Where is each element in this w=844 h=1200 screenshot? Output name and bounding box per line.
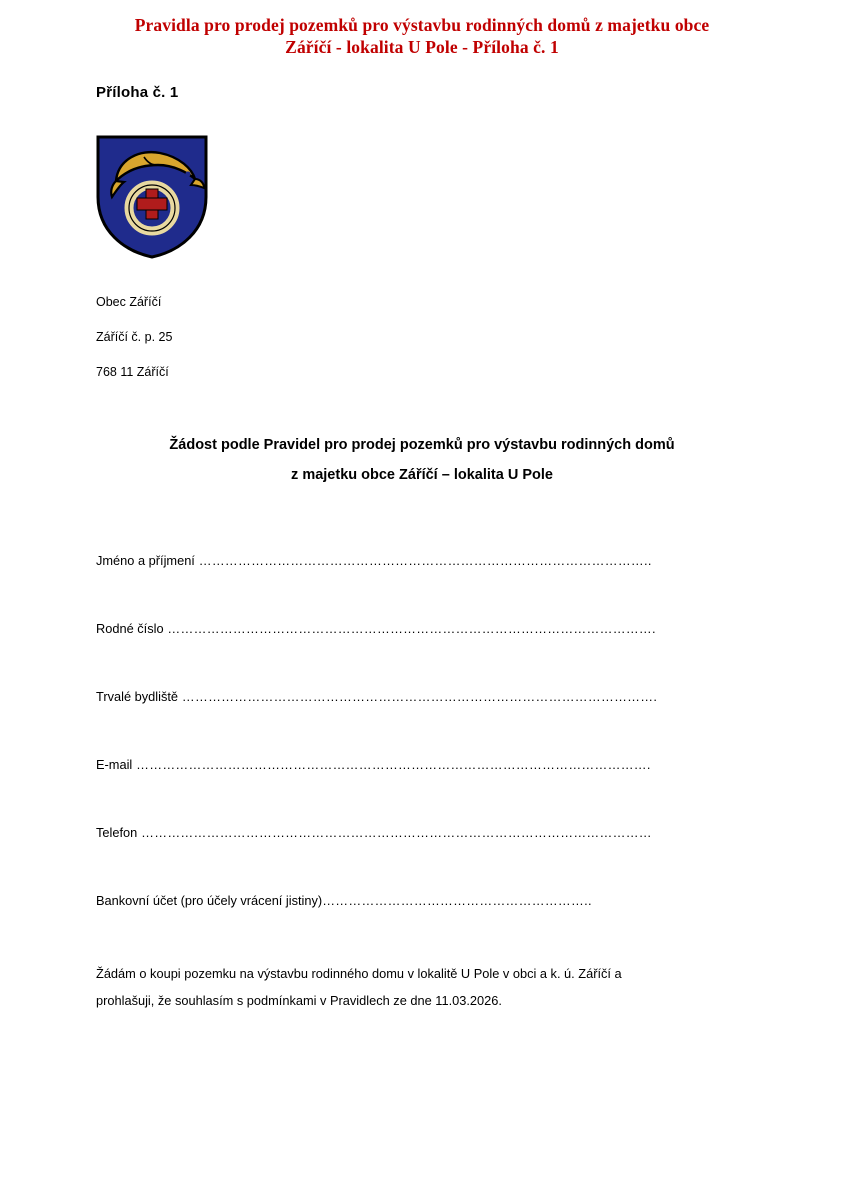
appendix-label: Příloha č. 1 — [96, 84, 179, 101]
field-label-rodne-cislo: Rodné číslo — [96, 621, 164, 636]
field-input-bankovni-ucet[interactable]: …………………………………………………….. — [322, 893, 592, 908]
field-label-telefon: Telefon — [96, 825, 138, 840]
field-row-e-mail — [96, 756, 748, 774]
field-input-jmeno-a-prijmeni[interactable]: ………………………………………………………………………………………….. — [194, 553, 652, 568]
closing-line-1: Žádám o koupi pozemku na výstavbu rodinného domu v lokalitě U Pole v obci a k. ú. Záříčí a — [96, 966, 622, 981]
field-input-telefon[interactable]: ……………………………………………………………………………………………………… — [137, 825, 652, 840]
field-label-e-mail: E-mail — [96, 757, 133, 772]
closing-paragraph — [96, 960, 748, 1014]
closing-line-2: prohlašuji, že souhlasím s podmínkami v Pravidlech ze dne 11.03.2026. — [96, 993, 502, 1008]
field-row-jmeno-a-prijmeni — [96, 552, 748, 570]
document-header — [0, 0, 844, 58]
request-title-line-2: z majetku obce Záříčí – lokalita U Pole — [291, 467, 553, 483]
crest-container — [96, 135, 748, 259]
header-title-line-1: Pravidla pro prodej pozemků pro výstavbu rodinných domů z majetku obce — [134, 15, 710, 35]
field-row-bankovni-ucet — [96, 892, 748, 910]
field-label-trvale-bydliste: Trvalé bydliště — [96, 689, 179, 704]
field-row-telefon — [96, 824, 748, 842]
address-block — [96, 285, 748, 390]
field-row-rodne-cislo — [96, 620, 748, 638]
address-line-2: Záříčí č. p. 25 — [96, 330, 173, 344]
field-row-trvale-bydliste — [96, 688, 748, 706]
request-title-line-1: Žádost podle Pravidel pro prodej pozemků pro výstavbu rodinných domů — [169, 437, 675, 453]
document-page — [0, 84, 844, 1014]
field-input-e-mail[interactable]: ………………………………………………………………………………………………………. — [132, 757, 651, 772]
field-input-rodne-cislo[interactable]: …………………………………………………………………………………………………. — [163, 621, 656, 636]
request-title — [96, 430, 748, 490]
field-input-trvale-bydliste[interactable]: ………………………………………………………………………………………………. — [178, 689, 658, 704]
header-title-line-2: Záříčí - lokalita U Pole - Příloha č. 1 — [285, 37, 559, 57]
obec-zarici-coat-of-arms-icon — [96, 135, 208, 259]
address-line-3: 768 11 Záříčí — [96, 365, 169, 379]
form-fields — [96, 552, 748, 910]
field-label-bankovni-ucet: Bankovní účet (pro účely vrácení jistiny) — [96, 893, 323, 908]
field-label-jmeno-a-prijmeni: Jméno a příjmení — [96, 553, 195, 568]
address-line-1: Obec Záříčí — [96, 295, 162, 309]
